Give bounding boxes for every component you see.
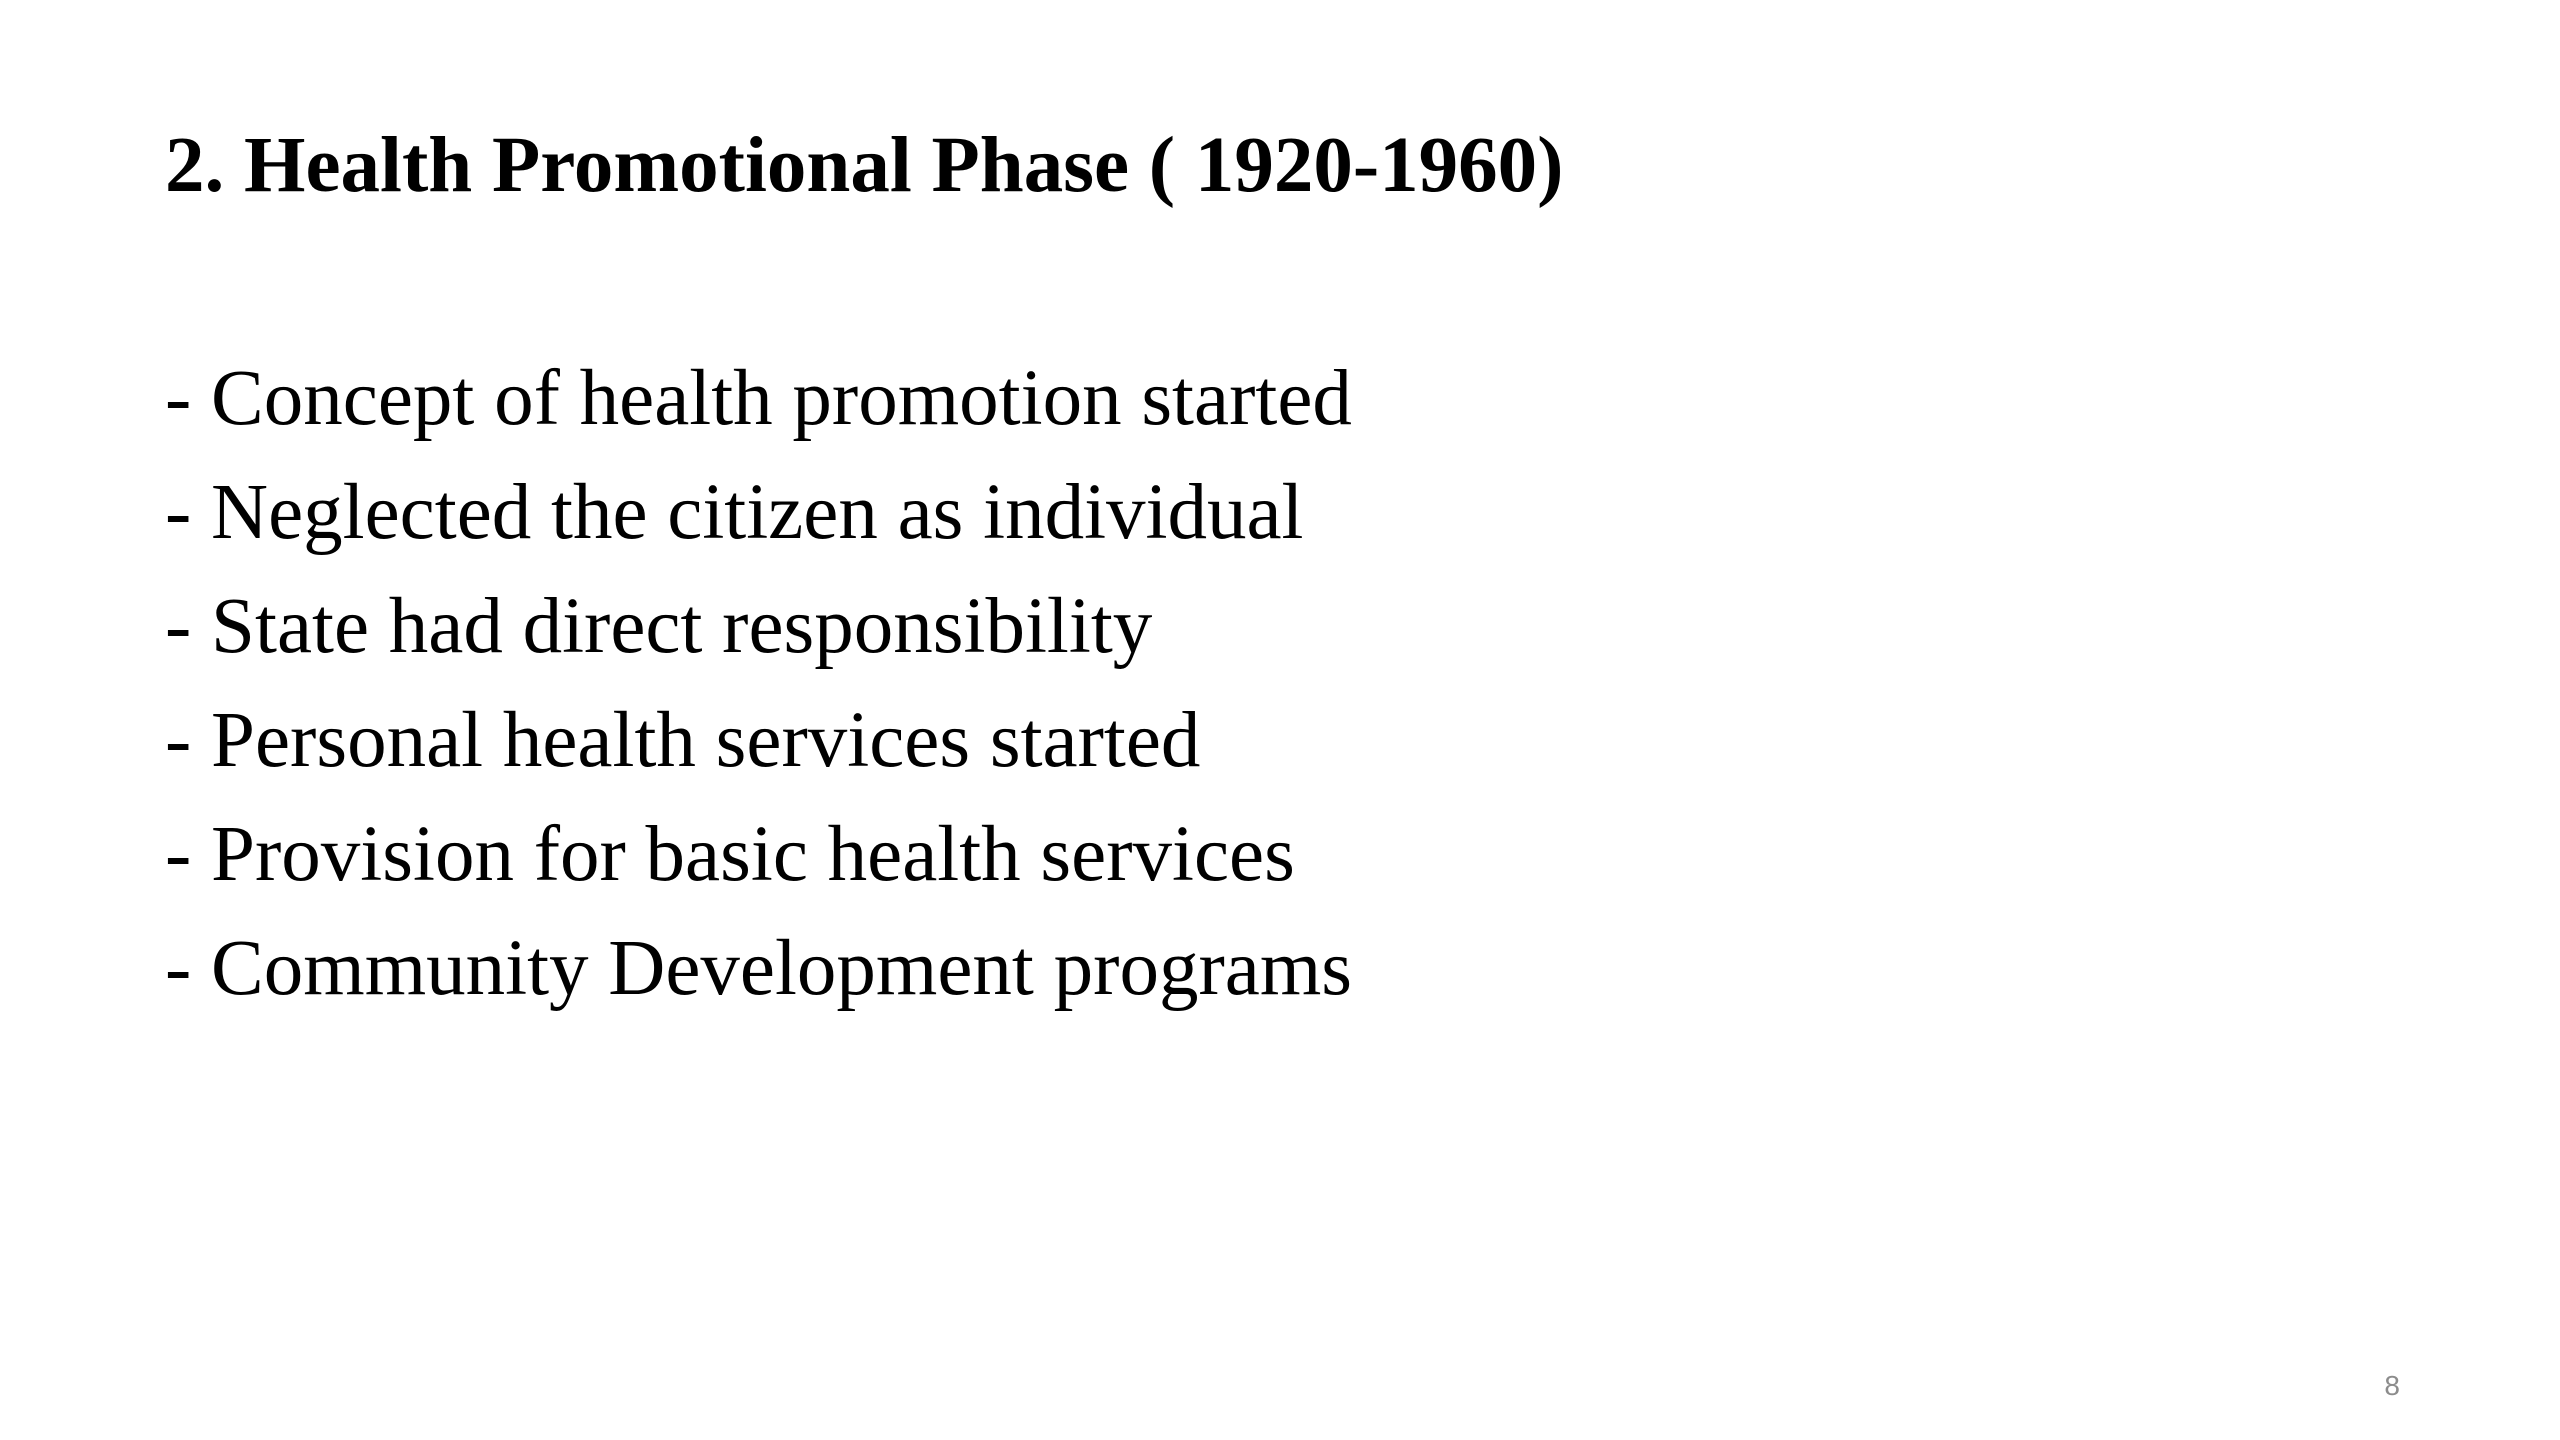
bullet-item: - State had direct responsibility (165, 583, 1153, 670)
slide-title: 2. Health Promotional Phase ( 1920-1960) (165, 122, 1564, 209)
bullet-list (165, 342, 1352, 1026)
bullet-item: - Provision for basic health services (165, 811, 1295, 898)
bullet-item: - Community Development programs (165, 925, 1353, 1012)
bullet-item: - Personal health services started (165, 697, 1201, 784)
page-number: 8 (2384, 1370, 2400, 1401)
bullet-item: - Concept of health promotion started (165, 355, 1352, 442)
bullet-item: - Neglected the citizen as individual (165, 469, 1304, 556)
